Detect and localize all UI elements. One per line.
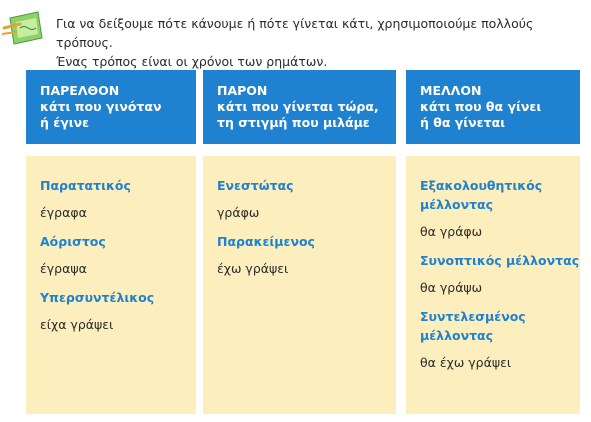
tense-name: Παρατατικός — [40, 178, 131, 193]
intro-text — [56, 14, 586, 71]
past-header — [26, 70, 196, 144]
tense-name: Ενεστώτας — [217, 178, 294, 193]
past-column — [26, 70, 196, 414]
tense-name: Υπερσυντέλικος — [40, 290, 155, 305]
present-header-line: τη στιγμή που μιλάμε — [217, 115, 370, 130]
intro-line-1: Για να δείξουμε πότε κάνουμε ή πότε γίνεται κάτι, χρησιμοποιούμε πολλούς τρόπους. — [56, 16, 534, 50]
present-header — [203, 70, 396, 144]
tense-example: έχω γράψει — [217, 261, 289, 276]
past-header-line: κάτι που γινόταν — [40, 99, 162, 114]
future-body — [406, 156, 580, 414]
present-column — [203, 70, 396, 414]
future-header-line: κάτι που θα γίνει — [420, 99, 542, 114]
tense-name-line: μέλλοντας — [420, 197, 494, 212]
tense-name: Παρακείμενος — [217, 234, 315, 249]
past-header-line: ή έγινε — [40, 115, 90, 130]
paper-note-icon — [2, 8, 46, 48]
tense-name-line: Συντελεσμένος — [420, 309, 526, 324]
tense-name: Συνοπτικός μέλλοντας — [420, 253, 580, 268]
tense-example: θα γράψω — [420, 280, 483, 295]
tense-name-line: μέλλοντας — [420, 328, 494, 343]
tense-example: γράφω — [217, 205, 260, 220]
tense-example: θα έχω γράψει — [420, 355, 512, 370]
tense-name-line: Εξακολουθητικός — [420, 178, 543, 193]
tense-name: Αόριστος — [40, 234, 106, 249]
future-header — [406, 70, 580, 144]
future-header-title: ΜΕΛΛΟΝ — [420, 83, 482, 98]
intro-line-2: Ένας τρόπος είναι οι χρόνοι των ρημάτων. — [56, 54, 328, 69]
tense-name — [420, 307, 570, 345]
tense-example: είχα γράψει — [40, 317, 114, 332]
tense-name — [420, 176, 570, 214]
past-header-title: ΠΑΡΕΛΘΟΝ — [40, 83, 120, 98]
tense-example: θα γράφω — [420, 224, 483, 239]
present-header-line: κάτι που γίνεται τώρα, — [217, 99, 379, 114]
present-body — [203, 156, 396, 414]
tense-example: έγραφα — [40, 205, 87, 220]
present-header-title: ΠΑΡΟΝ — [217, 83, 268, 98]
future-header-line: ή θα γίνεται — [420, 115, 506, 130]
future-column — [406, 70, 580, 414]
past-body — [26, 156, 196, 414]
tense-example: έγραψα — [40, 261, 87, 276]
